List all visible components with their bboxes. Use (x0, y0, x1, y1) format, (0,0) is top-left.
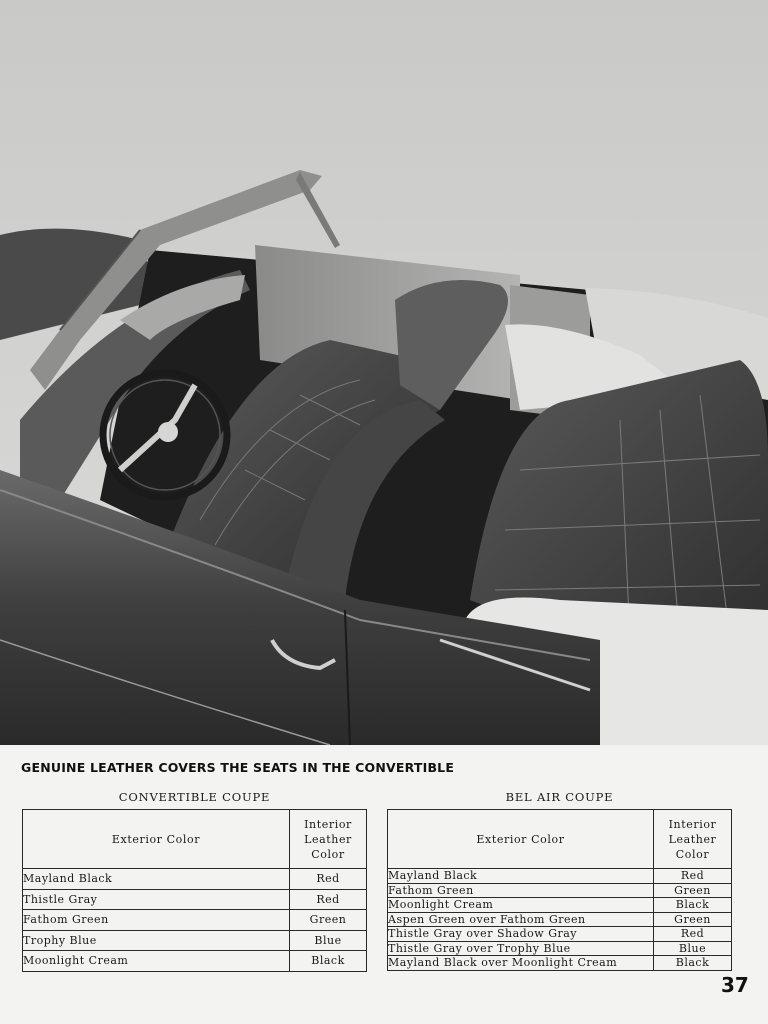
bel-air-coupe-table (387, 809, 732, 971)
interior-color-cell: Green (290, 910, 367, 931)
exterior-color-cell: Thistle Gray over Trophy Blue (388, 941, 654, 956)
interior-color-cell: Black (290, 951, 367, 972)
interior-header-line-2: Leather (304, 832, 352, 846)
interior-color-cell: Blue (290, 930, 367, 951)
convertible-coupe-table (22, 809, 367, 972)
interior-header-line-3: Color (311, 847, 345, 861)
exterior-color-cell: Trophy Blue (23, 930, 290, 951)
interior-header-line-2: Leather (668, 832, 717, 846)
interior-color-cell: Red (654, 869, 732, 884)
table-row (388, 869, 732, 884)
interior-color-header (290, 810, 367, 869)
table-row (23, 951, 367, 972)
exterior-color-cell: Thistle Gray (23, 889, 290, 910)
headline: GENUINE LEATHER COVERS THE SEATS IN THE CONVERTIBLE (21, 760, 455, 775)
exterior-color-cell: Mayland Black (23, 869, 290, 890)
table-row (388, 898, 732, 913)
table-row (388, 883, 732, 898)
exterior-color-cell: Mayland Black over Moonlight Cream (388, 956, 654, 971)
interior-header-line-1: Interior (668, 817, 717, 831)
exterior-color-cell: Thistle Gray over Shadow Gray (388, 927, 654, 942)
convertible-coupe-caption: CONVERTIBLE COUPE (118, 790, 271, 804)
interior-header-line-1: Interior (304, 817, 352, 831)
interior-color-cell: Red (654, 927, 732, 942)
exterior-color-header: Exterior Color (23, 810, 290, 869)
table-row (388, 927, 732, 942)
table-row (23, 910, 367, 931)
interior-color-cell: Black (654, 956, 732, 971)
exterior-color-cell: Mayland Black (388, 869, 654, 884)
page-number: 37 (721, 973, 749, 997)
interior-color-cell: Green (654, 883, 732, 898)
exterior-color-cell: Fathom Green (23, 910, 290, 931)
table-row (23, 889, 367, 910)
bel-air-coupe-caption: BEL AIR COUPE (505, 790, 614, 804)
convertible-coupe-section (22, 790, 367, 972)
exterior-color-cell: Moonlight Cream (23, 951, 290, 972)
table-header-row (23, 810, 367, 869)
interior-color-cell: Red (290, 869, 367, 890)
interior-header-line-3: Color (675, 847, 710, 861)
table-row (388, 956, 732, 971)
table-row (23, 930, 367, 951)
table-row (388, 912, 732, 927)
table-header-row (388, 810, 732, 869)
table-row (388, 941, 732, 956)
interior-color-cell: Blue (654, 941, 732, 956)
interior-color-cell: Green (654, 912, 732, 927)
exterior-color-header: Exterior Color (388, 810, 654, 869)
exterior-color-cell: Aspen Green over Fathom Green (388, 912, 654, 927)
interior-color-cell: Red (290, 889, 367, 910)
exterior-color-cell: Fathom Green (388, 883, 654, 898)
bel-air-coupe-section (387, 790, 732, 971)
exterior-color-cell: Moonlight Cream (388, 898, 654, 913)
interior-color-cell: Black (654, 898, 732, 913)
table-row (23, 869, 367, 890)
interior-color-header (654, 810, 732, 869)
